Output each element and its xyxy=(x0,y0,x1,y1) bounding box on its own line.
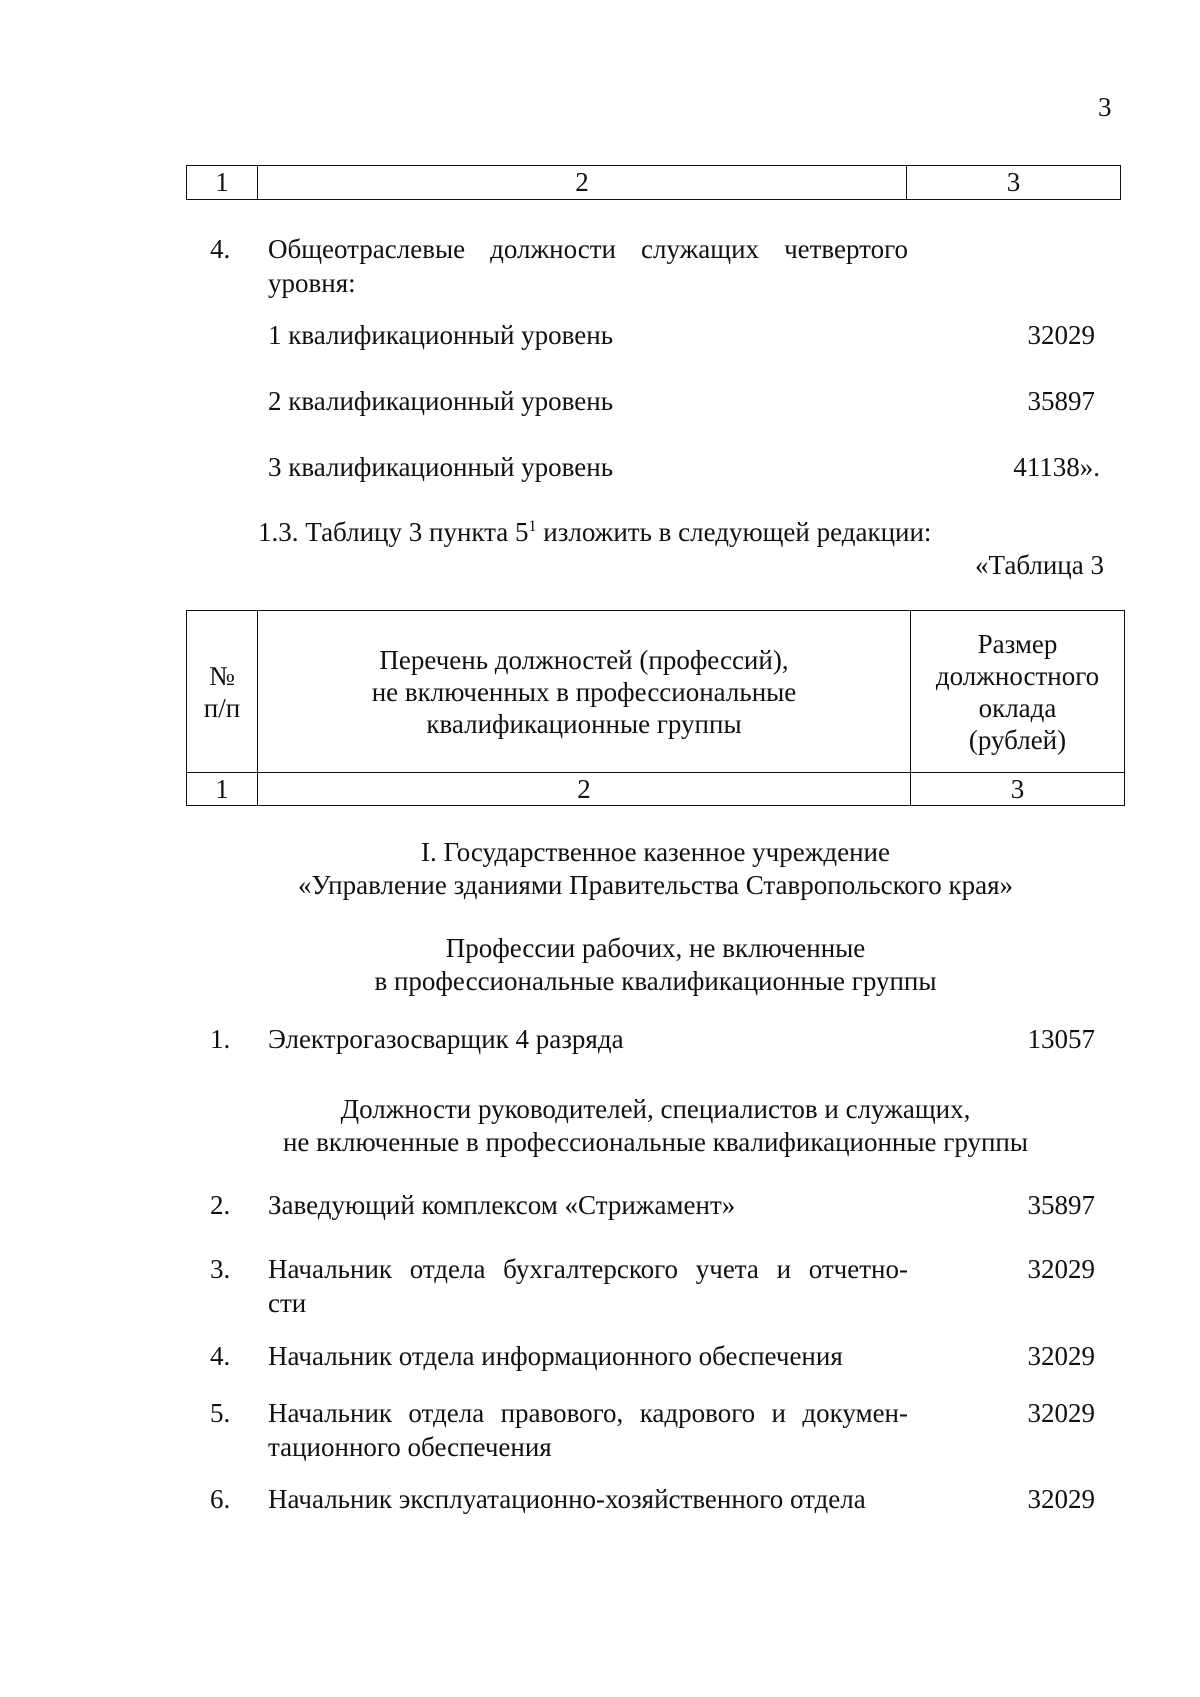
item-text-line1: Начальник отдела правового, кадрового и докумен- xyxy=(268,1398,908,1428)
section-title xyxy=(268,232,908,300)
institution-line2: «Управление зданиями Правительства Ставропольского края» xyxy=(297,870,1014,900)
level-value: 35897 xyxy=(1027,386,1095,416)
item-number: 1. xyxy=(210,1024,231,1054)
col-salary-line1: Размер xyxy=(977,628,1058,659)
managers-heading-line1: Должности руководителей, специалистов и служащих, xyxy=(340,1094,971,1124)
col-positions-header xyxy=(258,611,911,773)
level-label: 3 квалификационный уровень xyxy=(268,452,614,482)
col-positions-line2: не включенных в профессиональные xyxy=(371,676,797,707)
item-number: 4. xyxy=(210,1341,231,1371)
level-label: 1 квалификационный уровень xyxy=(268,320,614,350)
item-text: Электрогазосварщик 4 разряда xyxy=(268,1024,624,1054)
col-positions-line1: Перечень должностей (профессий), xyxy=(379,644,789,675)
managers-heading-line2: не включенные в профессиональные квалификационные группы xyxy=(282,1127,1029,1157)
col-number-header xyxy=(187,611,258,773)
item-number: 6. xyxy=(210,1484,231,1514)
item-value: 32029 xyxy=(1027,1254,1095,1284)
item-text xyxy=(268,1396,908,1464)
item-value: 35897 xyxy=(1027,1190,1095,1220)
section-number: 4. xyxy=(210,234,231,264)
item-number: 2. xyxy=(210,1190,231,1220)
col-number-line2: п/п xyxy=(203,692,241,723)
item-value: 13057 xyxy=(1027,1024,1095,1054)
col-salary-line4: (рублей) xyxy=(968,724,1067,755)
item-value: 32029 xyxy=(1027,1484,1095,1514)
col-salary-header xyxy=(911,611,1125,773)
col-salary-index: 3 xyxy=(911,773,1125,806)
col-positions-line3: квалификационные группы xyxy=(426,708,742,739)
item-text: Начальник эксплуатационно-хозяйственного отдела xyxy=(268,1484,866,1514)
level-label: 2 квалификационный уровень xyxy=(268,386,614,416)
section-title-line2: уровня: xyxy=(268,268,356,298)
item-text-line1: Начальник отдела бухгалтерского учета и отчетно- xyxy=(268,1254,908,1284)
level-value: 32029 xyxy=(1027,320,1095,350)
item-text xyxy=(268,1252,908,1320)
header-col-3: 3 xyxy=(907,166,1121,200)
table-caption: «Таблица 3 xyxy=(975,550,1104,580)
header-col-1: 1 xyxy=(187,166,258,200)
header-col-2: 2 xyxy=(258,166,907,200)
workers-heading xyxy=(186,932,1125,998)
item-value: 32029 xyxy=(1027,1341,1095,1371)
col-positions-index: 2 xyxy=(258,773,911,806)
col-salary-line3: оклада xyxy=(978,692,1057,723)
item-text-line2: тационного обеспечения xyxy=(268,1432,552,1462)
page-number: 3 xyxy=(1098,92,1112,122)
instruction-superscript: 1 xyxy=(528,518,537,535)
item-text: Начальник отдела информационного обеспечения xyxy=(268,1341,843,1371)
managers-heading xyxy=(186,1093,1125,1159)
institution-heading xyxy=(186,836,1125,902)
instruction-paragraph xyxy=(258,515,931,549)
continuation-header-table xyxy=(186,165,1121,200)
col-number-index: 1 xyxy=(187,773,258,806)
item-number: 5. xyxy=(210,1398,231,1428)
instruction-prefix: 1.3. Таблицу 3 пункта 5 xyxy=(258,517,529,547)
level-value: 41138». xyxy=(1013,452,1100,482)
item-text-line2: сти xyxy=(268,1288,307,1318)
col-number-line1: № xyxy=(209,660,235,691)
institution-line1: I. Государственное казенное учреждение xyxy=(421,837,890,867)
workers-heading-line1: Профессии рабочих, не включенные xyxy=(445,933,866,963)
section-title-line1: Общеотраслевые должности служащих четвертого xyxy=(268,234,908,264)
item-value: 32029 xyxy=(1027,1398,1095,1428)
instruction-suffix: изложить в следующей редакции: xyxy=(536,517,932,547)
table3-header xyxy=(186,610,1125,806)
workers-heading-line2: в профессиональные квалификационные группы xyxy=(374,966,937,996)
item-text: Заведующий комплексом «Стрижамент» xyxy=(268,1190,736,1220)
col-salary-line2: должностного xyxy=(935,660,1100,691)
item-number: 3. xyxy=(210,1254,231,1284)
